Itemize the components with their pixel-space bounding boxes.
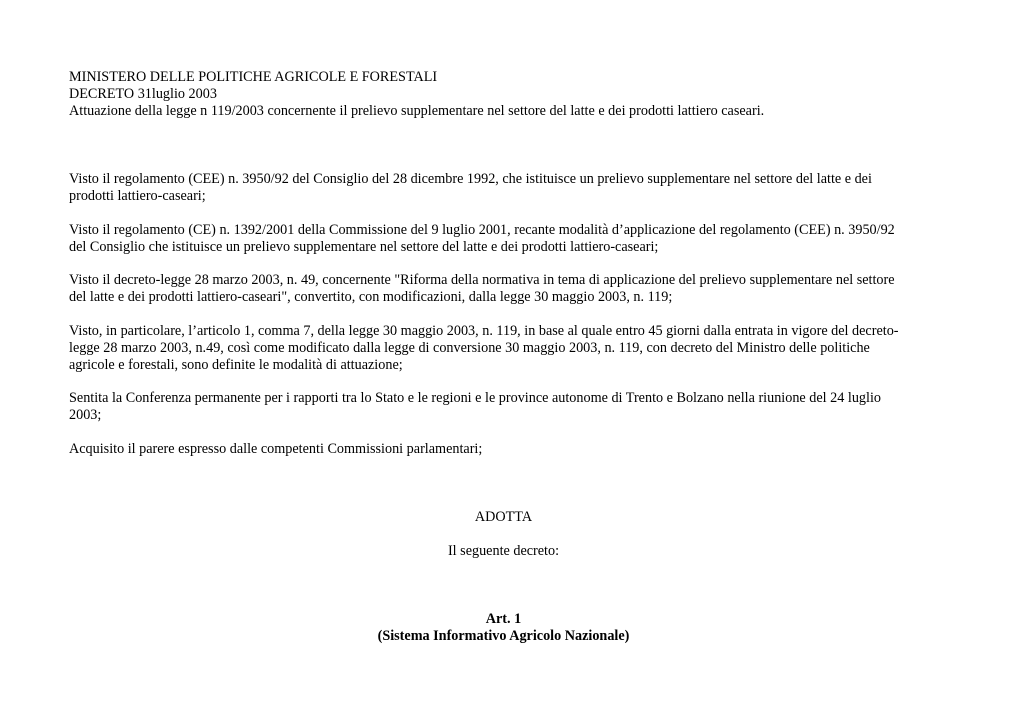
recital-line: del Consiglio che istituisce un prelievo supplementare nel settore del latte e dei prodotti lattiero-caseari; bbox=[69, 239, 659, 255]
recital-line: Visto il regolamento (CEE) n. 3950/92 del Consiglio del 28 dicembre 1992, che istituisce un prelievo supplementare nel settore del latte e dei bbox=[69, 171, 872, 187]
recital-5 bbox=[69, 390, 939, 424]
recital-line: del latte e dei prodotti lattiero-caseari", convertito, con modificazioni, dalla legge 30 maggio 2003, n. 119; bbox=[69, 289, 673, 305]
recital-line: legge 28 marzo 2003, n.49, così come modificato dalla legge di conversione 30 maggio 2003, n. 119, con decreto del Ministro delle politiche bbox=[69, 340, 870, 356]
recital-6 bbox=[69, 441, 939, 458]
adopts-heading: ADOTTA bbox=[474, 509, 533, 525]
recital-2 bbox=[69, 222, 939, 256]
recital-line: 2003; bbox=[69, 407, 102, 423]
recital-line: Visto il decreto-legge 28 marzo 2003, n. 49, concernente "Riforma della normativa in tema di applicazione del prelievo supplementare nel settore bbox=[69, 272, 895, 288]
recital-1 bbox=[69, 171, 939, 205]
ministry-name: MINISTERO DELLE POLITICHE AGRICOLE E FORESTALI bbox=[69, 69, 438, 85]
document-header bbox=[69, 69, 939, 120]
recital-3 bbox=[69, 272, 939, 306]
recital-line: Sentita la Conferenza permanente per i rapporti tra lo Stato e le regioni e le province autonome di Trento e Bolzano nella riunione del 24 luglio bbox=[69, 390, 881, 406]
decree-date: DECRETO 31luglio 2003 bbox=[69, 86, 217, 102]
recital-line: prodotti lattiero-caseari; bbox=[69, 188, 206, 204]
recital-line: Visto, in particolare, l’articolo 1, comma 7, della legge 30 maggio 2003, n. 119, in base al quale entro 45 giorni dalla entrata in vigore del decreto- bbox=[69, 323, 899, 339]
recital-line: Acquisito il parere espresso dalle competenti Commissioni parlamentari; bbox=[69, 441, 483, 457]
recital-4 bbox=[69, 323, 939, 374]
article-title: (Sistema Informativo Agricolo Nazionale) bbox=[377, 628, 630, 644]
decree-subject: Attuazione della legge n 119/2003 concernente il prelievo supplementare nel settore del latte e dei prodotti lattiero caseari. bbox=[69, 103, 765, 119]
article-number: Art. 1 bbox=[485, 611, 522, 627]
decree-intro: Il seguente decreto: bbox=[447, 543, 560, 559]
recital-line: agricole e forestali, sono definite le modalità di attuazione; bbox=[69, 357, 403, 373]
recital-line: Visto il regolamento (CE) n. 1392/2001 della Commissione del 9 luglio 2001, recante modalità d’applicazione del regolamento (CEE) n. 3950/92 bbox=[69, 222, 895, 238]
